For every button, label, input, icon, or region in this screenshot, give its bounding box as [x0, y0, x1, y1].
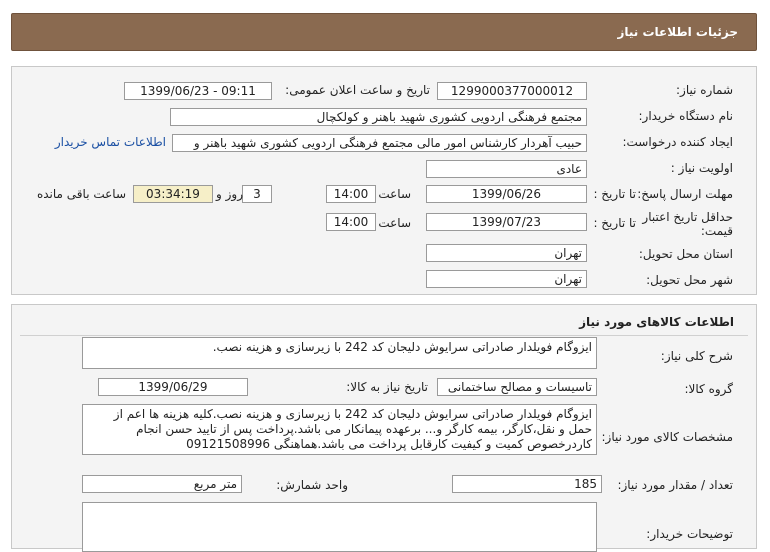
spec-field: ایزوگام فویلدار صادراتی سرایوش دلیجان کد 242 با زیرسازی و هزینه نصب.کلیه هزینه ها اعم از حمل و نقل،کارگر، بیمه کارگر و... برعهده پیمانکار می باشد.پرداخت پس از تایید حسن انجام کاردرخصوص کمیت و کیفیت کارقابل پرداخت می باشد.هماهنگی 09121508996 [82, 404, 597, 455]
city-field: تهران [426, 270, 587, 288]
validity-date-field: 1399/07/23 [426, 213, 587, 231]
page-header [11, 13, 757, 51]
time-remaining-field: 03:34:19 [133, 185, 213, 203]
announce-field: 1399/06/23 - 09:11 [124, 82, 272, 100]
send-deadline-label: مهلت ارسال پاسخ: [637, 187, 733, 201]
section-divider [20, 335, 748, 336]
summary-field: ایزوگام فویلدار صادراتی سرایوش دلیجان کد 242 با زیرسازی و هزینه نصب. [82, 337, 597, 369]
goods-info-panel [11, 304, 757, 549]
group-label: گروه کالا: [684, 382, 733, 396]
days-label: روز و [216, 187, 243, 201]
need-date-label: تاریخ نیاز به کالا: [346, 380, 428, 394]
qty-field: 185 [452, 475, 602, 493]
time-remaining-label: ساعت باقی مانده [36, 187, 126, 201]
page-title: جزئیات اطلاعات نیاز [617, 25, 738, 39]
validity-to-date-label: تا تاریخ : [593, 216, 636, 230]
validity-time-label: ساعت [378, 216, 411, 230]
validity-label-text: حداقل تاریخ اعتبار قیمت: [642, 210, 733, 238]
summary-label: شرح کلی نیاز: [660, 349, 733, 363]
unit-label: واحد شمارش: [276, 478, 348, 492]
province-label: استان محل تحویل: [638, 247, 733, 261]
need-number-field: 1299000377000012 [437, 82, 587, 100]
announce-label: تاریخ و ساعت اعلان عمومی: [285, 83, 430, 97]
province-field: تهران [426, 244, 587, 262]
validity-label [633, 210, 733, 238]
send-time-field: 14:00 [326, 185, 376, 203]
buyer-label: نام دستگاه خریدار: [638, 109, 733, 123]
creator-label: ایجاد کننده درخواست: [622, 135, 733, 149]
buyer-notes-label: توضیحات خریدار: [646, 527, 733, 541]
need-date-field: 1399/06/29 [98, 378, 248, 396]
goods-section-title: اطلاعات کالاهای مورد نیاز [579, 315, 734, 329]
need-number-label: شماره نیاز: [676, 83, 733, 97]
creator-field: حبیب آهردار کارشناس امور مالی مجتمع فرهنگی اردویی کشوری شهید باهنر و [172, 134, 587, 152]
send-date-field: 1399/06/26 [426, 185, 587, 203]
send-to-date-label: تا تاریخ : [593, 187, 636, 201]
days-remaining-field: 3 [242, 185, 272, 203]
unit-field: متر مربع [82, 475, 242, 493]
validity-time-field: 14:00 [326, 213, 376, 231]
need-info-panel [11, 66, 757, 295]
priority-field: عادی [426, 160, 587, 178]
city-label: شهر محل تحویل: [646, 273, 733, 287]
group-field: تاسیسات و مصالح ساختمانی [437, 378, 597, 396]
spec-label: مشخصات کالای مورد نیاز: [601, 430, 733, 444]
priority-label: اولویت نیاز : [670, 161, 733, 175]
buyer-field: مجتمع فرهنگی اردویی کشوری شهید باهنر و کولکچال [170, 108, 587, 126]
contact-buyer-link[interactable]: اطلاعات تماس خریدار [54, 135, 166, 149]
send-time-label: ساعت [378, 187, 411, 201]
qty-label: تعداد / مقدار مورد نیاز: [617, 478, 733, 492]
